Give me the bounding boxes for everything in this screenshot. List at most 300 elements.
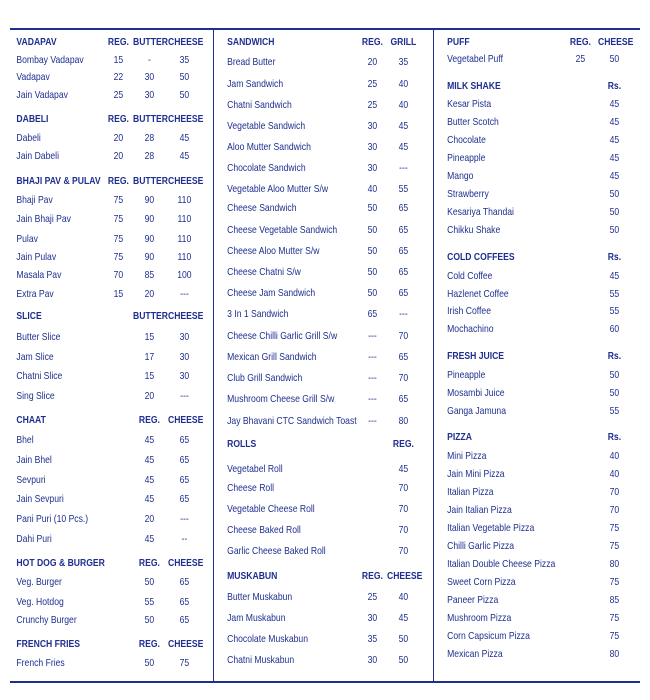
menu-item <box>0 451 190 469</box>
price: 45 <box>609 116 620 128</box>
menu-item <box>434 402 620 420</box>
menu-item <box>214 479 409 497</box>
menu-item <box>434 320 620 338</box>
price: 50 <box>398 654 409 666</box>
price: 28 <box>144 150 155 162</box>
menu-item <box>434 609 620 627</box>
menu-item <box>214 138 409 156</box>
item-name: Masala Pav <box>16 269 62 281</box>
price: 45 <box>179 150 190 162</box>
price: --- <box>368 330 377 342</box>
item-name: Bread Butter <box>227 56 276 68</box>
item-name: Pulav <box>16 233 38 245</box>
menu-item <box>434 267 620 285</box>
price: 55 <box>144 596 155 608</box>
menu-item <box>434 501 620 519</box>
price: --- <box>368 415 377 427</box>
price: 40 <box>609 450 620 462</box>
item-name: Vadapav <box>16 71 50 83</box>
price: 50 <box>609 369 620 381</box>
menu-item <box>0 285 189 303</box>
section-header <box>214 567 423 585</box>
price: 40 <box>398 591 409 603</box>
section-title: MILK SHAKE <box>447 80 501 92</box>
menu-item <box>434 131 620 149</box>
price: 20 <box>144 513 155 525</box>
price: 20 <box>113 150 124 162</box>
section-title: COLD COFFEES <box>447 251 515 263</box>
item-name: French Fries <box>16 657 65 669</box>
menu-item <box>214 460 409 478</box>
section-title: PUFF <box>447 36 470 48</box>
price: 75 <box>609 540 620 552</box>
item-name: Crunchy Burger <box>16 614 77 626</box>
price: --- <box>368 372 377 384</box>
item-name: Mini Pizza <box>447 450 487 462</box>
item-name: Pineapple <box>447 369 486 381</box>
price: 65 <box>179 614 190 626</box>
price: 65 <box>398 351 409 363</box>
section-header <box>434 347 622 365</box>
item-name: Ganga Jamuna <box>447 405 507 417</box>
menu-item <box>0 266 192 284</box>
menu-item <box>214 369 409 387</box>
item-name: Jain Pulav <box>16 251 57 263</box>
item-name: Jain Mini Pizza <box>447 468 505 480</box>
item-name: Sing Slice <box>16 390 55 402</box>
price: 110 <box>177 194 192 206</box>
price: --- <box>368 351 377 363</box>
item-name: Jay Bhavani CTC Sandwich Toast <box>227 415 357 427</box>
menu-item <box>214 521 409 539</box>
section-header <box>0 554 204 572</box>
price: 35 <box>367 633 378 645</box>
section-title: PIZZA <box>447 431 473 443</box>
item-name: Corn Capsicum Pizza <box>447 630 530 642</box>
item-name: Hazlenet Coffee <box>447 288 509 300</box>
menu-item <box>0 530 188 548</box>
menu-item <box>214 542 409 560</box>
section-title: HOT DOG & BURGER <box>16 557 105 569</box>
item-name: Italian Double Cheese Pizza <box>447 558 556 570</box>
section-header <box>0 635 204 653</box>
item-name: Sweet Corn Pizza <box>447 576 516 588</box>
menu-item <box>214 412 409 430</box>
price: 30 <box>144 71 155 83</box>
item-name: Club Grill Sandwich <box>227 372 303 384</box>
price: 100 <box>177 269 192 281</box>
section-title: FRENCH FRIES <box>16 638 81 650</box>
column-heading: REG. <box>138 557 160 569</box>
price: 85 <box>144 269 155 281</box>
item-name: Aloo Mutter Sandwich <box>227 141 311 153</box>
price: 90 <box>144 251 155 263</box>
menu-item <box>0 611 190 629</box>
item-name: Chatni Muskabun <box>227 654 295 666</box>
item-name: Veg. Burger <box>16 576 62 588</box>
item-name: Mango <box>447 170 474 182</box>
price: 25 <box>367 591 378 603</box>
price: 50 <box>367 245 378 257</box>
column-heading: BUTTER <box>132 310 168 322</box>
section-title: SLICE <box>16 310 42 322</box>
price: 65 <box>179 493 190 505</box>
item-name: Jain Sevpuri <box>16 493 64 505</box>
price: 65 <box>398 266 409 278</box>
column-heading: REG. <box>107 36 129 48</box>
column-heading: Rs. <box>607 431 622 443</box>
price: 45 <box>398 463 409 475</box>
menu-column-3 <box>434 0 650 700</box>
price: 45 <box>144 434 155 446</box>
item-name: Mushroom Cheese Grill S/w <box>227 393 335 405</box>
price: 70 <box>398 372 409 384</box>
price: 70 <box>609 486 620 498</box>
item-name: Sevpuri <box>16 474 46 486</box>
menu-item <box>434 573 620 591</box>
item-name: Mochachino <box>447 323 494 335</box>
column-heading: REG. <box>107 113 129 125</box>
item-name: Italian Vegetable Pizza <box>447 522 535 534</box>
item-name: Jain Bhaji Pav <box>16 213 71 225</box>
item-name: Jain Dabeli <box>16 150 60 162</box>
menu-item <box>434 627 620 645</box>
menu-item <box>434 447 620 465</box>
price: 30 <box>179 370 190 382</box>
menu-item <box>214 242 409 260</box>
price: -- <box>181 533 188 545</box>
menu-item <box>214 305 408 323</box>
price: 35 <box>179 54 190 66</box>
price: 50 <box>609 387 620 399</box>
price: 40 <box>398 78 409 90</box>
price: 75 <box>609 612 620 624</box>
menu-item <box>0 654 190 672</box>
item-name: Cold Coffee <box>447 270 493 282</box>
item-name: Vegetable Cheese Roll <box>227 503 315 515</box>
item-name: Chocolate <box>447 134 486 146</box>
price: 45 <box>609 152 620 164</box>
item-name: Extra Pav <box>16 288 54 300</box>
menu-item <box>214 96 409 114</box>
price: 110 <box>177 213 192 225</box>
price: --- <box>180 288 189 300</box>
menu-item <box>0 147 190 165</box>
item-name: Butter Muskabun <box>227 591 293 603</box>
section-title: VADAPAV <box>16 36 57 48</box>
menu-item <box>0 367 190 385</box>
item-name: Cheese Chilli Garlic Grill S/w <box>227 330 338 342</box>
price: 75 <box>113 251 124 263</box>
section-header <box>214 33 417 51</box>
menu-item <box>434 285 620 303</box>
menu-item <box>0 573 190 591</box>
item-name: Cheese Aloo Mutter S/w <box>227 245 320 257</box>
menu-item <box>0 593 190 611</box>
column-heading: REG. <box>138 638 160 650</box>
item-name: Bhel <box>16 434 34 446</box>
price: 40 <box>398 99 409 111</box>
price: 75 <box>609 522 620 534</box>
price: 75 <box>609 630 620 642</box>
column-heading: REG. <box>107 175 129 187</box>
item-name: Cheese Sandwich <box>227 202 297 214</box>
item-name: Mexican Grill Sandwich <box>227 351 317 363</box>
price: 65 <box>398 287 409 299</box>
price: 50 <box>609 188 620 200</box>
price: 30 <box>367 141 378 153</box>
price: 30 <box>367 654 378 666</box>
item-name: Chatni Sandwich <box>227 99 292 111</box>
menu-item <box>434 113 620 131</box>
menu-item <box>214 180 409 198</box>
price: 17 <box>144 351 155 363</box>
price: 15 <box>144 331 155 343</box>
column-heading: BUTTER <box>132 113 168 125</box>
price: 50 <box>367 287 378 299</box>
price: 50 <box>367 266 378 278</box>
price: 55 <box>609 288 620 300</box>
item-name: Jam Slice <box>16 351 54 363</box>
section-title: BHAJI PAV & PULAV <box>16 175 101 187</box>
column-heading: CHEESE <box>386 570 423 582</box>
column-heading: Rs. <box>607 80 622 92</box>
price: 90 <box>144 213 155 225</box>
price: 75 <box>179 657 190 669</box>
price: 25 <box>367 78 378 90</box>
menu-item <box>214 263 409 281</box>
item-name: Vegetable Sandwich <box>227 120 306 132</box>
item-name: Cheese Roll <box>227 482 275 494</box>
item-name: Pani Puri (10 Pcs.) <box>16 513 89 525</box>
menu-item <box>214 630 409 648</box>
column-heading: CHEESE <box>167 175 204 187</box>
menu-item <box>0 129 190 147</box>
price: 45 <box>398 612 409 624</box>
menu-item <box>434 519 620 537</box>
price: 22 <box>113 71 124 83</box>
price: 75 <box>113 233 124 245</box>
menu-item <box>434 50 620 68</box>
menu-item <box>434 203 620 221</box>
menu-item <box>0 86 190 104</box>
price: 80 <box>609 558 620 570</box>
item-name: Bombay Vadapav <box>16 54 84 66</box>
price: --- <box>368 393 377 405</box>
price: 45 <box>609 98 620 110</box>
price: 15 <box>144 370 155 382</box>
item-name: Chatni Slice <box>16 370 63 382</box>
price: 55 <box>398 183 409 195</box>
menu-item <box>434 483 620 501</box>
price: 30 <box>367 162 378 174</box>
item-name: Butter Slice <box>16 331 61 343</box>
menu-item <box>0 248 192 266</box>
item-name: Bhaji Pav <box>16 194 53 206</box>
price: 45 <box>609 134 620 146</box>
section-title: FRESH JUICE <box>447 350 505 362</box>
menu-item <box>214 284 409 302</box>
price: 20 <box>144 288 155 300</box>
menu-item <box>214 500 409 518</box>
price: 65 <box>179 454 190 466</box>
item-name: Pineapple <box>447 152 486 164</box>
item-name: Cheese Vegetable Sandwich <box>227 224 338 236</box>
price: 75 <box>113 194 124 206</box>
menu-item <box>214 117 409 135</box>
menu-item <box>434 149 620 167</box>
section-header <box>434 428 622 446</box>
price: 65 <box>179 474 190 486</box>
price: 55 <box>609 305 620 317</box>
item-name: Jam Muskabun <box>227 612 286 624</box>
price: 45 <box>144 454 155 466</box>
price: 55 <box>609 405 620 417</box>
price: 35 <box>398 56 409 68</box>
price: 20 <box>113 132 124 144</box>
item-name: Butter Scotch <box>447 116 499 128</box>
menu-item <box>434 384 620 402</box>
price: 75 <box>113 213 124 225</box>
menu-item <box>0 230 192 248</box>
price: 20 <box>144 390 155 402</box>
menu-item <box>214 651 409 669</box>
price: --- <box>399 308 408 320</box>
section-title: CHAAT <box>16 414 46 426</box>
price: 50 <box>179 71 190 83</box>
price: 50 <box>179 89 190 101</box>
price: 80 <box>609 648 620 660</box>
menu-item <box>214 588 409 606</box>
item-name: Irish Coffee <box>447 305 491 317</box>
menu-item <box>434 302 620 320</box>
column-heading: CHEESE <box>167 414 204 426</box>
column-heading: CHEESE <box>167 36 204 48</box>
price: 30 <box>144 89 155 101</box>
item-name: Jain Vadapav <box>16 89 68 101</box>
menu-item <box>214 159 408 177</box>
price: 25 <box>113 89 124 101</box>
item-name: Italian Pizza <box>447 486 494 498</box>
price: --- <box>399 162 408 174</box>
price: 30 <box>179 331 190 343</box>
item-name: Chikku Shake <box>447 224 501 236</box>
item-name: Dabeli <box>16 132 41 144</box>
section-title: ROLLS <box>227 438 257 450</box>
item-name: Garlic Cheese Baked Roll <box>227 545 326 557</box>
price: 30 <box>179 351 190 363</box>
price: 90 <box>144 233 155 245</box>
menu-item <box>214 348 409 366</box>
menu-item <box>0 191 192 209</box>
item-name: 3 In 1 Sandwich <box>227 308 289 320</box>
price: - <box>147 54 151 66</box>
menu-item <box>214 221 409 239</box>
price: 50 <box>609 224 620 236</box>
price: 110 <box>177 251 192 263</box>
price: 50 <box>144 657 155 669</box>
column-heading: CHEESE <box>598 36 634 48</box>
price: 50 <box>609 206 620 218</box>
price: 80 <box>398 415 409 427</box>
price: 50 <box>144 614 155 626</box>
item-name: Jain Italian Pizza <box>447 504 512 516</box>
section-header <box>214 435 414 453</box>
column-heading: REG. <box>392 438 414 450</box>
item-name: Strawberry <box>447 188 489 200</box>
section-header <box>434 77 622 95</box>
price: 45 <box>398 120 409 132</box>
menu-item <box>434 591 620 609</box>
price: 30 <box>367 612 378 624</box>
price: 90 <box>144 194 155 206</box>
section-header <box>434 248 622 266</box>
price: 85 <box>609 594 620 606</box>
price: 65 <box>179 596 190 608</box>
section-header <box>434 33 634 51</box>
item-name: Cheese Jam Sandwich <box>227 287 316 299</box>
menu-item <box>214 327 409 345</box>
price: 50 <box>144 576 155 588</box>
price: --- <box>180 513 189 525</box>
price: 65 <box>398 245 409 257</box>
price: 65 <box>398 202 409 214</box>
item-name: Vegetable Aloo Mutter S/w <box>227 183 329 195</box>
price: 65 <box>179 576 190 588</box>
menu-item <box>214 390 409 408</box>
price: 75 <box>609 576 620 588</box>
menu-item <box>434 537 620 555</box>
section-title: MUSKABUN <box>227 570 278 582</box>
section-header <box>0 33 204 51</box>
price: 65 <box>398 393 409 405</box>
price: 25 <box>367 99 378 111</box>
item-name: Cheese Baked Roll <box>227 524 301 536</box>
price: 70 <box>398 482 409 494</box>
price: 28 <box>144 132 155 144</box>
price: 50 <box>398 633 409 645</box>
item-name: Chilli Garlic Pizza <box>447 540 515 552</box>
price: 45 <box>179 132 190 144</box>
item-name: Mushroom Pizza <box>447 612 512 624</box>
price: 70 <box>398 330 409 342</box>
menu-item <box>0 51 190 69</box>
menu-item <box>214 75 409 93</box>
item-name: Dahi Puri <box>16 533 52 545</box>
section-header <box>0 411 204 429</box>
menu-item <box>434 167 620 185</box>
menu-item <box>0 387 189 405</box>
price: 45 <box>144 533 155 545</box>
price: 25 <box>575 53 586 65</box>
column-heading: REG. <box>569 36 591 48</box>
section-header <box>0 172 204 190</box>
menu-item <box>434 95 620 113</box>
section-title: DABELI <box>16 113 49 125</box>
menu-item <box>434 185 620 203</box>
price: 110 <box>177 233 192 245</box>
menu-item <box>434 465 620 483</box>
menu-item <box>214 199 409 217</box>
price: 65 <box>179 434 190 446</box>
menu-item <box>0 431 190 449</box>
price: 70 <box>398 503 409 515</box>
section-header <box>0 307 204 325</box>
item-name: Chocolate Muskabun <box>227 633 309 645</box>
item-name: Jam Sandwich <box>227 78 284 90</box>
section-title: SANDWICH <box>227 36 275 48</box>
menu-column-2 <box>214 0 432 700</box>
